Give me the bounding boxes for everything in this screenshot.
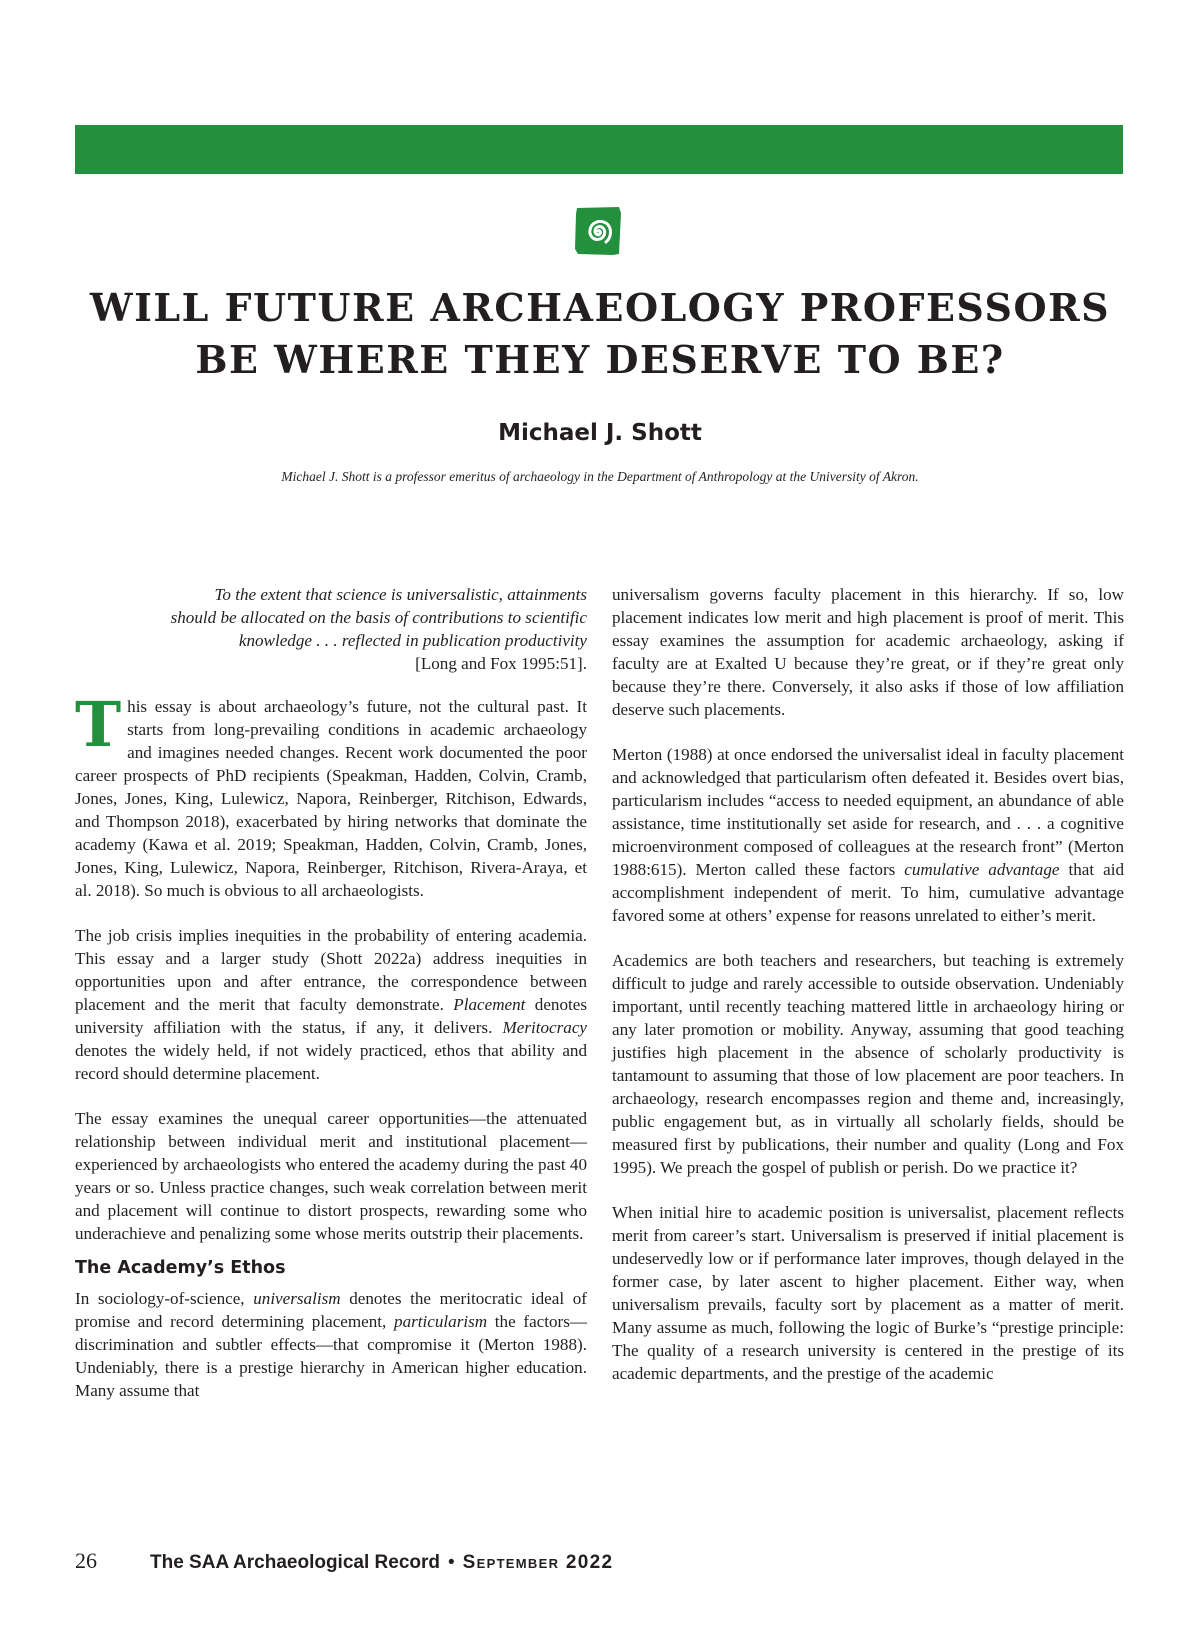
epigraph-citation: [Long and Fox 1995:51].	[415, 654, 587, 673]
paragraph: Academics are both teachers and researchers, but teaching is extremely difficult to judge and rarely accessible to outside observation. Undeniably important, until recently teaching mattered little in archaeology hiring or any later promotion or mobility. Anyway, assuming that good teaching justifies high placement in the absence of scholarly productivity is tantamount to assuming that those of low placement are poor teachers. In archaeology, research encompasses region and theme and, increasingly, public engagement but, as in virtually all scholarly fields, should be measured first by publications, their number and quality (Long and Fox 1995). We preach the gospel of publish or perish. Do we practice it?	[612, 951, 1124, 1177]
author-bio: Michael J. Shott is a professor emeritus of archaeology in the Department of Anthropology at the University of Akron.	[281, 469, 919, 484]
article-title	[0, 282, 1200, 386]
paragraph: Merton (1988) at once endorsed the universalist ideal in faculty placement and acknowledged that particularism often defeated it. Besides overt bias, particularism includes “access to needed equipment, an abundance of able assistance, time institutionally set aside for research, and . . . a cognitive microenvironment composed of colleagues at the research front” (Merton 1988:615). Merton called these factors cumulative advantage that aid accomplishment independent of merit. To him, cumulative advantage favored some at others’ expense for reasons unrelated to either’s merit.	[612, 745, 1124, 925]
paragraph: The job crisis implies inequities in the probability of entering academia. This essay and a larger study (Shott 2022a) address inequities in opportunities upon and after entrance, the correspondence between placement and the merit that faculty demonstrate. Placement denotes university affiliation with the status, if any, it delivers. Meritocracy denotes the widely held, if not widely practiced, ethos that ability and record should determine placement.	[75, 926, 587, 1083]
drop-cap: T	[75, 688, 122, 761]
epigraph-line: To the extent that science is universalistic, attainments	[214, 585, 587, 604]
issue-date: September 2022	[462, 1552, 614, 1573]
right-column	[612, 583, 1124, 1385]
epigraph-line: knowledge . . . reflected in publication productivity	[238, 631, 587, 650]
section-heading: The Academy’s Ethos	[75, 1258, 286, 1278]
epigraph	[75, 583, 587, 675]
title-line-2: BE WHERE THEY DESERVE TO BE?	[195, 337, 1005, 382]
paragraph: In sociology-of-science, universalism denotes the meritocratic ideal of promise and record determining placement, particularism the factors—discrimination and subtler effects—that compromise it (Merton 1988). Undeniably, there is a prestige hierarchy in American higher education. Many assume that	[75, 1289, 587, 1400]
bullet-separator: •	[448, 1552, 455, 1573]
paragraph: universalism governs faculty placement in this hierarchy. If so, low placement indicates low merit and high placement is proof of merit. This essay examines the assumption for academic archaeology, asking if faculty are at Exalted U because they’re great, or if they’re great only because they’re there. Conversely, it also asks if those of low affiliation deserve such placements.	[612, 585, 1124, 719]
spiral-logo-icon	[573, 205, 623, 257]
journal-name: The SAA Archaeological Record	[150, 1552, 440, 1573]
title-line-1: WILL FUTURE ARCHAEOLOGY PROFESSORS	[89, 285, 1111, 330]
page-footer	[75, 1548, 613, 1574]
page-number: 26	[75, 1548, 97, 1573]
header-green-bar	[75, 125, 1123, 174]
author-name: Michael J. Shott	[498, 420, 702, 446]
paragraph: The essay examines the unequal career opportunities—the attenuated relationship between individual merit and institutional placement—experienced by archaeologists who entered the academy during the past 40 years or so. Unless practice changes, such weak correlation between merit and placement will continue to distort prospects, rewarding some who underachieve and penalizing some whose merits outstrip their placements.	[75, 1109, 587, 1243]
paragraph: This essay is about archaeology’s future, not the cultural past. It starts from long-prevailing conditions in academic archaeology and imagines needed changes. Recent work documented the poor career prospects of PhD recipients (Speakman, Hadden, Colvin, Cramb, Jones, Jones, King, Lulewicz, Napora, Reinberger, Ritchison, Edwards, and Thompson 2018), exacerbated by hiring networks that dominate the academy (Kawa et al. 2019; Speakman, Hadden, Colvin, Cramb, Jones, Jones, King, Lulewicz, Napora, Reinberger, Ritchison, Rivera-Araya, et al. 2018). So much is obvious to all archaeologists.	[75, 688, 587, 900]
paragraph: When initial hire to academic position is universalist, placement reflects merit from career’s start. Universalism is preserved if initial placement is undeservedly low or if performance later improves, though delayed in the former case, by later ascent to higher placement. Either way, when universalism prevails, faculty sort by placement as a matter of merit. Many assume as much, following the logic of Burke’s “prestige principle: The quality of a research university is centered in the prestige of its academic departments, and the prestige of the academic	[612, 1203, 1124, 1383]
left-column	[75, 583, 587, 1402]
epigraph-line: should be allocated on the basis of contributions to scientific	[170, 608, 587, 627]
